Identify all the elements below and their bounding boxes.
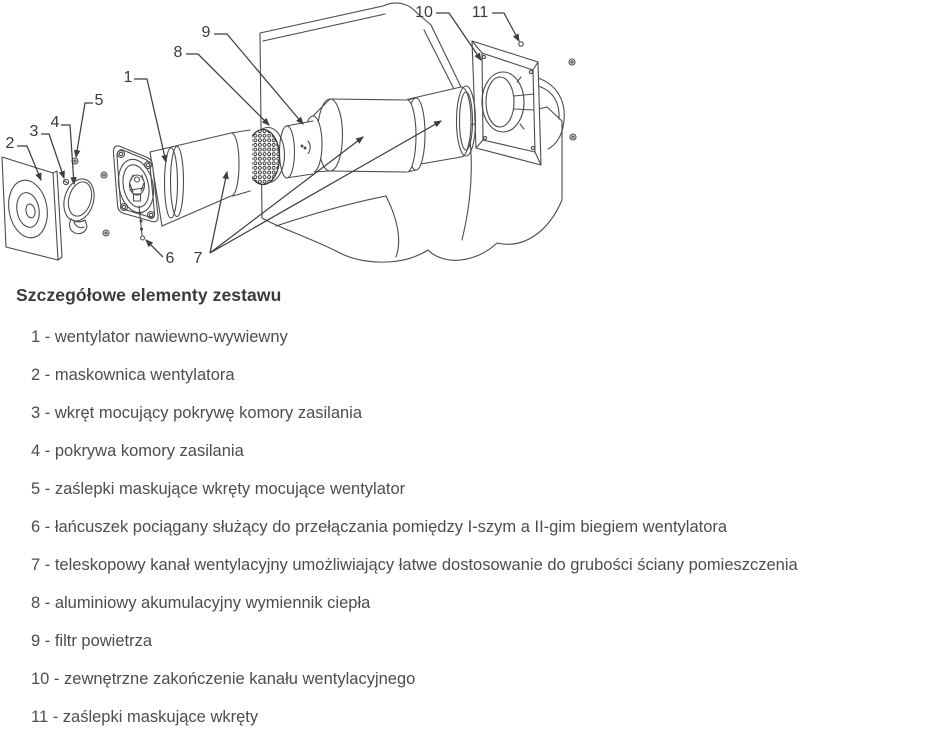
section-heading: Szczegółowe elementy zestawu	[16, 285, 282, 305]
part-label-6: 6	[165, 250, 175, 267]
part-label-10: 10	[415, 4, 433, 21]
parts-list-item-6: 6 - łańcuszek pociągany służący do przełączania pomiędzy I-szym a II-gim biegiem wentylatora	[31, 517, 728, 536]
leader-5	[76, 103, 93, 157]
part-label-9: 9	[201, 24, 211, 41]
part-label-11: 11	[471, 4, 489, 21]
part-label-2: 2	[5, 135, 15, 152]
parts-list-item-10: 10 - zewnętrzne zakończenie kanału wentylacyjnego	[31, 669, 416, 688]
leader-8	[186, 54, 269, 125]
screw-caps-right	[569, 59, 576, 140]
exploded-diagram	[0, 0, 933, 272]
parts-list-item-3: 3 - wkręt mocujący pokrywę komory zasilania	[31, 403, 363, 422]
part-label-8: 8	[173, 44, 183, 61]
parts-list-item-2: 2 - maskownica wentylatora	[31, 365, 235, 384]
external-duct-cap	[472, 41, 541, 165]
power-cover-disc	[59, 175, 99, 233]
parts-list	[0, 327, 933, 727]
leader-11	[492, 13, 519, 41]
leader-6	[146, 240, 163, 257]
front-cover-plate	[2, 157, 62, 260]
part-label-1: 1	[123, 69, 133, 86]
parts-list-item-4: 4 - pokrywa komory zasilania	[31, 441, 244, 460]
part-label-3: 3	[29, 123, 39, 140]
part-label-7: 7	[193, 250, 203, 267]
parts-list-item-9: 9 - filtr powietrza	[31, 631, 153, 650]
parts-list-item-5: 5 - zaślepki maskujące wkręty mocujące wentylator	[31, 479, 406, 498]
parts-list-item-1: 1 - wentylator nawiewno-wywiewny	[31, 328, 288, 346]
part-label-5: 5	[94, 92, 104, 109]
parts-list-item-8: 8 - aluminiowy akumulacyjny wymiennik ciepła	[31, 593, 371, 612]
parts-list-item-7: 7 - teleskopowy kanał wentylacyjny umożliwiający łatwe dostosowanie do grubości ściany pomieszczenia	[31, 555, 798, 574]
parts-list-item-11: 11 - zaślepki maskujące wkręty	[31, 707, 259, 726]
fan-unit	[113, 128, 252, 226]
part-label-4: 4	[50, 114, 60, 131]
